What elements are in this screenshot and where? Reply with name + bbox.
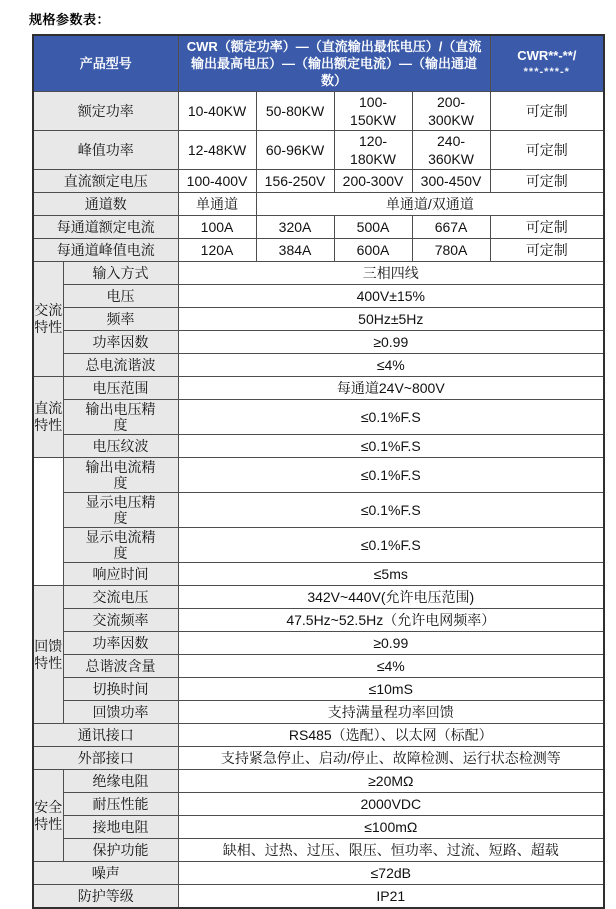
row-label: 直流额定电压 <box>33 170 178 193</box>
table-row <box>33 308 604 331</box>
table-row <box>33 632 604 655</box>
row-value: 支持紧急停止、启动/停止、故障检测、运行状态检测等 <box>178 747 604 770</box>
row-label: 外部接口 <box>33 747 178 770</box>
row-label: 交流电压 <box>63 586 178 609</box>
table-row <box>33 435 604 458</box>
row-value: 可定制 <box>490 239 604 262</box>
row-value: ≤0.1%F.S <box>178 528 604 563</box>
row-value: 342V~440V(允许电压范围) <box>178 586 604 609</box>
row-value: 667A <box>412 216 490 239</box>
table-row <box>33 458 604 493</box>
model-code-line2: ***-***-* <box>523 65 570 78</box>
row-label: 每通道峰值电流 <box>33 239 178 262</box>
row-value: ≤5ms <box>178 563 604 586</box>
row-label: 防护等级 <box>33 885 178 909</box>
table-row <box>33 885 604 909</box>
table-row <box>33 655 604 678</box>
row-value: 缺相、过热、过压、限压、恒功率、过流、短路、超载 <box>178 839 604 862</box>
row-value: ≤0.1%F.S <box>178 458 604 493</box>
table-row <box>33 528 604 563</box>
row-value: ≤4% <box>178 655 604 678</box>
row-value: 320A <box>256 216 334 239</box>
row-value: 50-80KW <box>256 92 334 131</box>
section-group-label: 安全特性 <box>33 770 63 862</box>
header-row <box>33 35 604 92</box>
row-value: 120A <box>178 239 256 262</box>
table-row <box>33 586 604 609</box>
row-value: 10-40KW <box>178 92 256 131</box>
table-row <box>33 285 604 308</box>
row-label: 保护功能 <box>63 839 178 862</box>
table-row <box>33 216 604 239</box>
table-row <box>33 493 604 528</box>
row-value: ≤4% <box>178 354 604 377</box>
row-value: ≤0.1%F.S <box>178 400 604 435</box>
table-row <box>33 193 604 216</box>
row-label: 耐压性能 <box>63 793 178 816</box>
row-label: 电压范围 <box>63 377 178 400</box>
table-row <box>33 701 604 724</box>
row-value: 支持满量程功率回馈 <box>178 701 604 724</box>
table-row <box>33 170 604 193</box>
row-value: 50Hz±5Hz <box>178 308 604 331</box>
row-value: 600A <box>334 239 412 262</box>
row-value: 每通道24V~800V <box>178 377 604 400</box>
row-value: 12-48KW <box>178 131 256 170</box>
row-label: 总电流谐波 <box>63 354 178 377</box>
row-label: 输出电压精度 <box>63 400 178 435</box>
table-row <box>33 770 604 793</box>
table-row <box>33 724 604 747</box>
row-value: 可定制 <box>490 131 604 170</box>
row-value: ≤10mS <box>178 678 604 701</box>
row-value: 200-300V <box>334 170 412 193</box>
table-row <box>33 747 604 770</box>
row-value: 三相四线 <box>178 262 604 285</box>
row-value: 780A <box>412 239 490 262</box>
row-label: 电压 <box>63 285 178 308</box>
row-value: 100A <box>178 216 256 239</box>
row-label: 绝缘电阻 <box>63 770 178 793</box>
section-group-empty <box>33 458 63 586</box>
row-label: 电压纹波 <box>63 435 178 458</box>
spec-table <box>32 34 605 909</box>
table-row <box>33 609 604 632</box>
row-value: ≤0.1%F.S <box>178 493 604 528</box>
table-row <box>33 839 604 862</box>
row-label: 显示电流精度 <box>63 528 178 563</box>
row-value: ≤0.1%F.S <box>178 435 604 458</box>
row-value: 384A <box>256 239 334 262</box>
row-label: 响应时间 <box>63 563 178 586</box>
row-label: 峰值功率 <box>33 131 178 170</box>
row-label: 频率 <box>63 308 178 331</box>
row-value: 300-450V <box>412 170 490 193</box>
row-label: 总谐波含量 <box>63 655 178 678</box>
row-value: 可定制 <box>490 216 604 239</box>
row-label: 回馈功率 <box>63 701 178 724</box>
row-label: 额定功率 <box>33 92 178 131</box>
table-row <box>33 92 604 131</box>
row-value: ≥0.99 <box>178 331 604 354</box>
row-value: 可定制 <box>490 92 604 131</box>
row-value: 240-360KW <box>412 131 490 170</box>
row-label: 交流频率 <box>63 609 178 632</box>
row-label: 接地电阻 <box>63 816 178 839</box>
row-value: ≤72dB <box>178 862 604 885</box>
row-value: 2000VDC <box>178 793 604 816</box>
table-row <box>33 354 604 377</box>
table-row <box>33 131 604 170</box>
row-value: 200-300KW <box>412 92 490 131</box>
table-row <box>33 262 604 285</box>
row-value: 47.5Hz~52.5Hz（允许电网频率） <box>178 609 604 632</box>
table-row <box>33 563 604 586</box>
section-group-label: 回馈特性 <box>33 586 63 724</box>
section-group-label: 交流特性 <box>33 262 63 377</box>
table-row <box>33 678 604 701</box>
table-row <box>33 400 604 435</box>
row-label: 通讯接口 <box>33 724 178 747</box>
row-label: 显示电压精度 <box>63 493 178 528</box>
row-value: 100-400V <box>178 170 256 193</box>
row-value: 400V±15% <box>178 285 604 308</box>
table-row <box>33 331 604 354</box>
row-label: 功率因数 <box>63 331 178 354</box>
header-model-code <box>490 35 604 92</box>
row-label: 输入方式 <box>63 262 178 285</box>
row-value: 120-180KW <box>334 131 412 170</box>
row-label: 通道数 <box>33 193 178 216</box>
model-code-line1: CWR**-**/ <box>517 47 577 63</box>
row-value: ≥0.99 <box>178 632 604 655</box>
table-row <box>33 862 604 885</box>
row-value: IP21 <box>178 885 604 909</box>
row-value: 单通道 <box>178 193 256 216</box>
row-value: 500A <box>334 216 412 239</box>
table-row <box>33 239 604 262</box>
row-value: ≥20MΩ <box>178 770 604 793</box>
table-row <box>33 377 604 400</box>
table-row <box>33 793 604 816</box>
row-value: 单通道/双通道 <box>256 193 604 216</box>
row-value: RS485（选配）、以太网（标配） <box>178 724 604 747</box>
row-label: 切换时间 <box>63 678 178 701</box>
row-label: 噪声 <box>33 862 178 885</box>
row-label: 每通道额定电流 <box>33 216 178 239</box>
row-label: 功率因数 <box>63 632 178 655</box>
row-value: 可定制 <box>490 170 604 193</box>
header-product-model: 产品型号 <box>33 35 178 92</box>
row-label: 输出电流精度 <box>63 458 178 493</box>
table-title: 规格参数表： <box>29 12 111 27</box>
section-group-label: 直流特性 <box>33 377 63 458</box>
header-model-formula: CWR（额定功率）—（直流输出最低电压）/（直流输出最高电压）—（输出额定电流）—（输出通道数） <box>178 35 490 92</box>
row-value: ≤100mΩ <box>178 816 604 839</box>
row-value: 60-96KW <box>256 131 334 170</box>
table-row <box>33 816 604 839</box>
row-value: 156-250V <box>256 170 334 193</box>
row-value: 100-150KW <box>334 92 412 131</box>
